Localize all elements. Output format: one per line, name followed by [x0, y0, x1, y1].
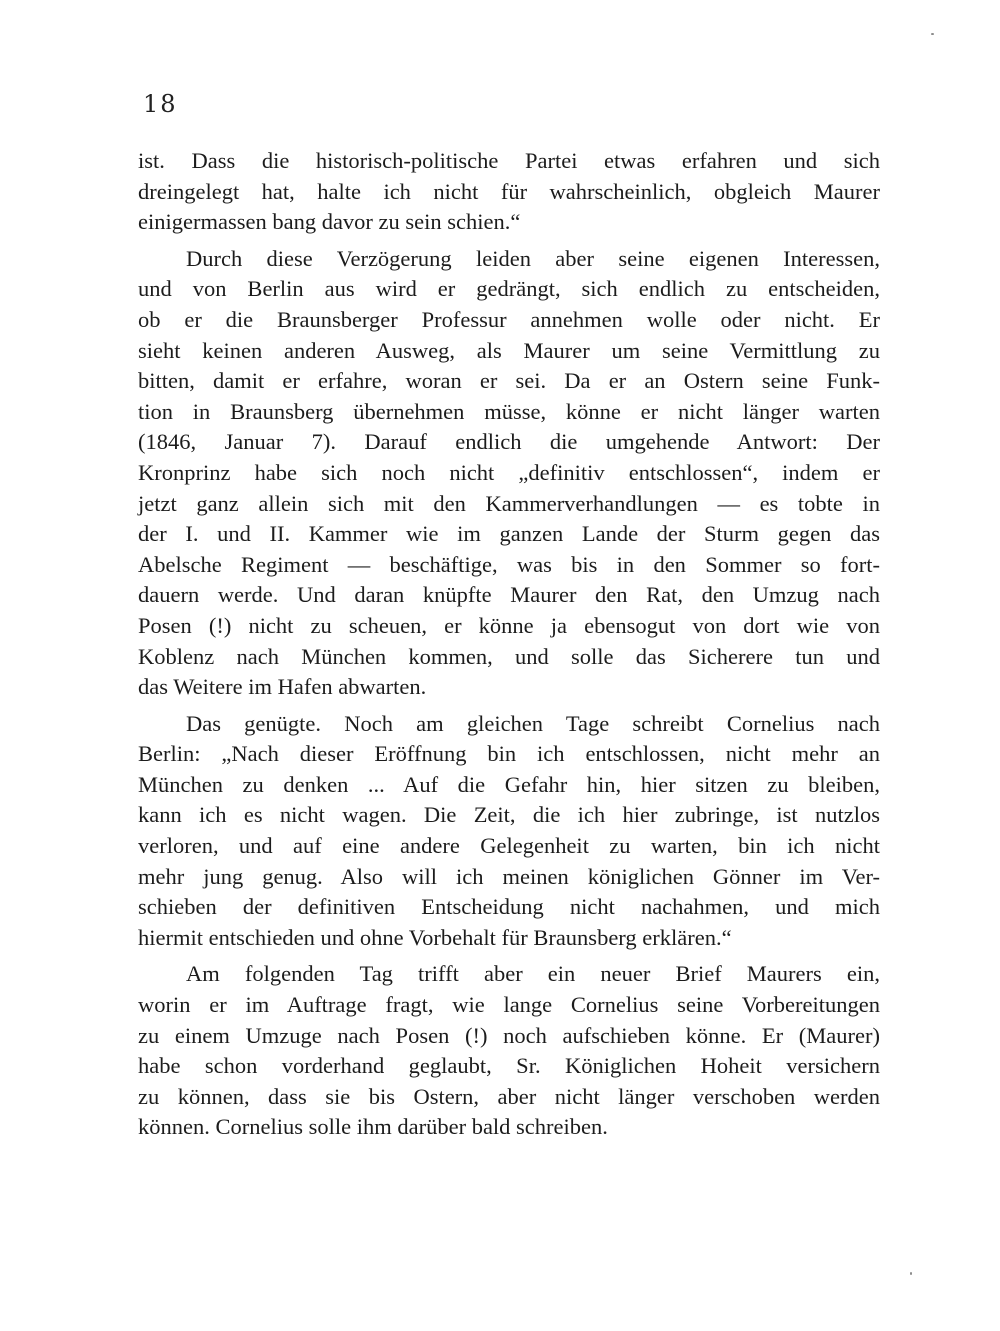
- paragraph-3: [138, 709, 880, 954]
- text-line: habe schon vorderhand geglaubt, Sr. Königlichen Hoheit versichern: [138, 1053, 880, 1079]
- text-line: worin er im Auftrage fragt, wie lange Cornelius seine Vorbereitungen: [138, 992, 880, 1018]
- text-line: Abelsche Regiment — beschäftige, was bis in den Sommer so fort-: [138, 551, 880, 577]
- text-line: Am folgenden Tag trifft aber ein neuer Brief Maurers ein,: [186, 961, 880, 987]
- text-line: ist. Dass die historisch-politische Partei etwas erfahren und sich: [138, 148, 880, 173]
- text-line: bitten, damit er erfahre, woran er sei. Da er an Ostern seine Funk-: [138, 368, 880, 394]
- text-line: dreingelegt hat, halte ich nicht für wahrscheinlich, obgleich Maurer: [138, 178, 880, 204]
- text-line: können. Cornelius solle ihm darüber bald schreiben.: [138, 1114, 608, 1140]
- text-line: sieht keinen anderen Ausweg, als Maurer um seine Vermittlung zu: [138, 337, 880, 363]
- text-line: jetzt ganz allein sich mit den Kammerverhandlungen — es tobte in: [138, 490, 880, 516]
- text-line: München zu denken ... Auf die Gefahr hin, hier sitzen zu bleiben,: [138, 771, 880, 797]
- paragraph-1: [138, 146, 880, 238]
- text-line: hiermit entschieden und ohne Vorbehalt für Braunsberg erklären.“: [138, 924, 732, 950]
- text-line: zu können, dass sie bis Ostern, aber nicht länger verschoben werden: [138, 1083, 880, 1109]
- text-line: dauern werde. Und daran knüpfte Maurer den Rat, den Umzug nach: [138, 582, 880, 608]
- paragraph-4: [138, 959, 880, 1143]
- text-line: und von Berlin aus wird er gedrängt, sich endlich zu entscheiden,: [138, 276, 880, 302]
- text-line: Das genügte. Noch am gleichen Tage schreibt Cornelius nach: [186, 710, 880, 736]
- text-line: zu einem Umzuge nach Posen (!) noch aufschieben könne. Er (Maurer): [138, 1022, 880, 1048]
- text-line: Posen (!) nicht zu scheuen, er könne ja ebensogut von dort wie von: [138, 612, 880, 638]
- body-text: [138, 146, 880, 1143]
- text-line: tion in Braunsberg übernehmen müsse, könne er nicht länger warten: [138, 398, 880, 424]
- text-line: mehr jung genug. Also will ich meinen königlichen Gönner im Ver-: [138, 863, 880, 889]
- text-line: verloren, und auf eine andere Gelegenheit zu warten, bin ich nicht: [138, 833, 880, 859]
- text-line: ob er die Braunsberger Professur annehmen wolle oder nicht. Er: [138, 306, 880, 332]
- paper-speck: [931, 33, 934, 35]
- paragraph-2: [138, 244, 880, 703]
- text-line: Koblenz nach München kommen, und solle das Sicherere tun und: [138, 643, 880, 669]
- text-line: (1846, Januar 7). Darauf endlich die umgehende Antwort: Der: [138, 429, 880, 455]
- text-line: kann ich es nicht wagen. Die Zeit, die ich hier zubringe, ist nutzlos: [138, 802, 880, 828]
- text-line: das Weitere im Hafen abwarten.: [138, 674, 427, 700]
- text-line: der I. und II. Kammer wie im ganzen Lande der Sturm gegen das: [138, 521, 880, 547]
- text-line: schieben der definitiven Entscheidung nicht nachahmen, und mich: [138, 894, 880, 920]
- paper-speck: [910, 1272, 912, 1275]
- text-line: Berlin: „Nach dieser Eröffnung bin ich entschlossen, nicht mehr an: [138, 741, 880, 767]
- page-number: 18: [143, 90, 178, 118]
- text-line: Durch diese Verzögerung leiden aber seine eigenen Interessen,: [186, 245, 880, 271]
- text-line: Kronprinz habe sich noch nicht „definitiv entschlossen“, indem er: [138, 459, 880, 485]
- text-line: einigermassen bang davor zu sein schien.“: [138, 209, 521, 235]
